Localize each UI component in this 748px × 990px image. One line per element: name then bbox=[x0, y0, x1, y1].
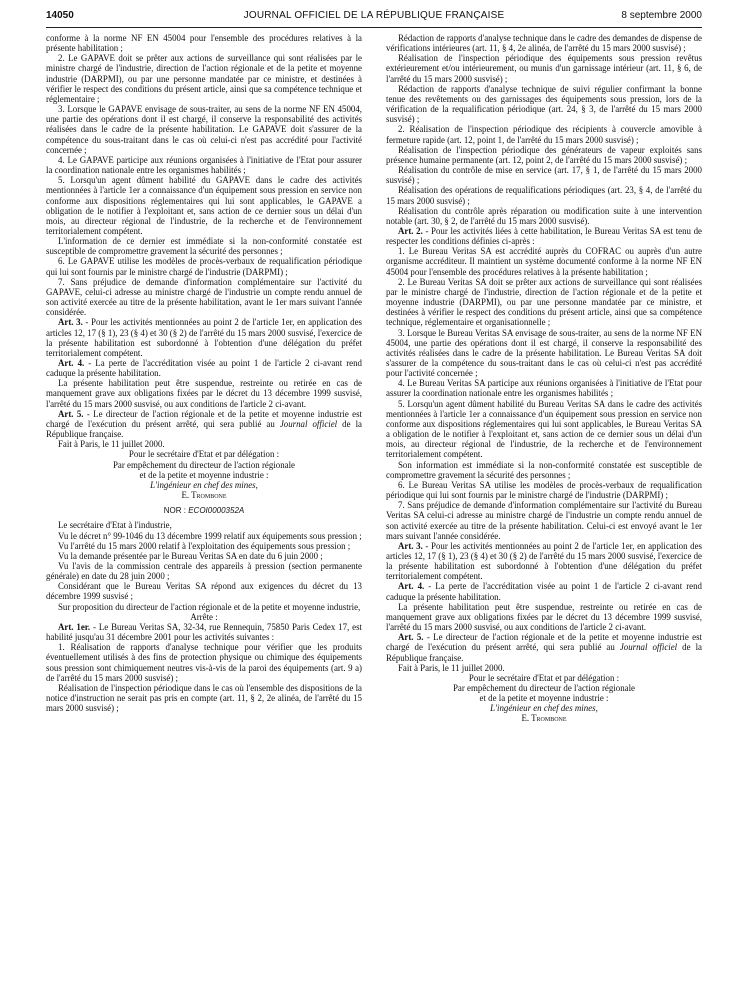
visa: Vu l'arrêté du 15 mars 2000 relatif à l'exploitation des équipements sous pression ; bbox=[58, 540, 351, 551]
paragraph: 4. Le Bureau Veritas SA participe aux réunions organisées à l'initiative de l'Etat pour assurer la coordination nationale entre les organismes habilités ; bbox=[386, 378, 702, 399]
article-text: - La perte de l'accréditation visée au point 1 de l'article 2 ci-avant rend caduque la présente habilitation. bbox=[386, 581, 702, 602]
paragraph: 7. Sans préjudice de demande d'information complémentaire sur l'activité du Bureau Veritas SA celui-ci adresse au ministre chargé de l'industrie un compte rendu annuel de son activité exercée au titre de la présente habilitation. Celui-ci est envoyé avant le 1er mars suivant l'année considérée. bbox=[386, 500, 702, 541]
paragraph: 3. Lorsque le GAPAVE envisage de sous-traiter, au sens de la norme NF EN 45004, une partie des opérations dont il est chargé, il conserve la responsabilité des activités réalisées dans le cadre de la présente habilitation. Le GAPAVE doit s'assurer de la compétence du sous-traitant dans le cas où celui-ci n'est pas accrédité pour l'activité concernée ; bbox=[46, 104, 362, 155]
signatory-name: E. Trombone bbox=[521, 713, 567, 724]
paragraph: Réalisation de l'inspection périodique dans le cas où l'ensemble des dispositions de la notice d'instruction ne serait pas pris en compte (art. 11, § 2, 2e alinéa, de l'arrêté du 15 mars 2000 susvisé) ; bbox=[46, 682, 362, 714]
signature-line: et de la petite et moyenne industrie : bbox=[139, 469, 269, 480]
article-label: Art. 5. bbox=[58, 408, 84, 419]
paragraph: Réalisation des opérations de requalifications périodiques (art. 23, § 4, de l'arrêté du 15 mars 2000 susvisé) ; bbox=[386, 185, 702, 206]
nor-reference bbox=[46, 506, 362, 516]
paragraph: 6. Le GAPAVE utilise les modèles de procès-verbaux de requalification périodique qui lui sont fournis par le ministre chargé de l'industrie (DARPMI) ; bbox=[46, 256, 362, 277]
paragraph: 2. Le Bureau Veritas SA doit se prêter aux actions de surveillance qui sont réalisées par le ministre chargé de l'industrie, direction de l'action régionale et de la petite et moyenne industrie (DARPMI), ou par une personne mandatée par ce ministre, et destinées à vérifier le respect des conditions du présent article, ainsi que sa compétence technique, réglementaire et organisationnelle ; bbox=[386, 276, 702, 328]
article-text: de la République française. bbox=[386, 642, 702, 663]
right-column bbox=[386, 33, 702, 724]
paragraph: Son information est immédiate si la non-conformité constatée est susceptible de compromettre gravement la sécurité des personnes ; bbox=[386, 459, 702, 480]
paragraph: L'information de ce dernier est immédiate si la non-conformité constatée est susceptible de compromettre gravement la sécurité des personnes ; bbox=[46, 236, 362, 257]
journal-name: Journal officiel bbox=[619, 642, 678, 653]
paragraph: 5. Lorsqu'un agent dûment habilité du Bureau Veritas SA dans le cadre des activités mentionnées à l'article 1er a connaissance d'un équipement sous pression en service non conforme aux dispositions réglementaires qui lui sont applicables, le Bureau Veritas SA a obligation de le notifier à l'exploitant et, sans action de ce dernier sous un délai d'un mois, au directeur régional de l'industrie, de la recherche et de l'environnement territorialement compétent. bbox=[386, 398, 702, 460]
paragraph: Rédaction de rapports d'analyse technique dans le cadre des demandes de dispense de vérifications intérieures (art. 11, § 4, 2e alinéa, de l'arrêté du 15 mars 2000 susvisé) ; bbox=[386, 33, 702, 54]
visa: Vu le décret n° 99-1046 du 13 décembre 1999 relatif aux équipements sous pression ; bbox=[58, 530, 362, 541]
article-text: - La perte de l'accréditation visée au point 1 de l'article 2 ci-avant rend caduque la présente habilitation. bbox=[46, 358, 362, 379]
article-text: - Pour les activités mentionnées au point 2 de l'article 1er, en application des articles 12, 17 (§ 1), 23 (§ 4) et 30 (§ 2) de l'arrêté du 15 mars 2000 susvisé, l'exercice de la présente habilitation est subordonné à l'obtention d'une délégation du préfet territorialement compétent. bbox=[46, 317, 363, 358]
article-5 bbox=[46, 409, 362, 439]
paragraph: 5. Lorsqu'un agent dûment habilité du GAPAVE dans le cadre des activités mentionnées à l'article 1er a connaissance d'un équipement sous pression en service non conforme aux dispositions réglementaires qui lui sont applicables, le GAPAVE a obligation de le notifier à l'exploitant et, sans action de ce dernier sous un délai d'un mois, au directeur régional de l'industrie, de la recherche et de l'environnement territorialement compétent. bbox=[46, 175, 362, 236]
article-text: - Le directeur de l'action régionale et de la petite et moyenne industrie est chargé de l'exécution du présent arrêté, qui sera publié au bbox=[46, 408, 363, 429]
signature-block bbox=[46, 449, 362, 500]
signature-title: L'ingénieur en chef des mines, bbox=[150, 479, 258, 490]
paragraph: 3. Lorsque le Bureau Veritas SA envisage de sous-traiter, au sens de la norme NF EN 45004, une partie des opérations dont il est chargé, il conserve la responsabilité des activités réalisées dans le cadre de la présente habilitation. Le Bureau Veritas SA doit s'assurer de la compétence du sous-traitant dans le cas où celui-ci n'est pas accrédité pour l'activité concernée ; bbox=[386, 327, 702, 379]
paragraph: 6. Le Bureau Veritas SA utilise les modèles de procès-verbaux de requalification périodique qui lui sont fournis par le ministre chargé de l'industrie (DARPMI) ; bbox=[386, 479, 702, 501]
signing-place-date: Fait à Paris, le 11 juillet 2000. bbox=[398, 662, 505, 673]
paragraph: 1. Réalisation de rapports d'analyse technique pour vérifier que les produits éventuellement utilisés à des fins de protection physique ou chimique des équipements sous pression sont chimiquement neutres vis-à-vis de la paroi des équipements (art. 9 a) de l'arrêté du 15 mars 2000 susvisé) ; bbox=[46, 642, 362, 683]
paragraph: 7. Sans préjudice de demande d'information complémentaire sur l'activité du GAPAVE, celui-ci adresse au ministre chargé de l'industrie un compte rendu annuel de son activité exercée au titre de la présente habilitation, avant le 1er mars suivant l'année considérée. bbox=[46, 276, 362, 318]
nor-code: ECOI0000352A bbox=[188, 506, 245, 516]
article-text: - Pour les activités mentionnées au point 2 de l'article 1er, en application des articles 12, 17 (§ 1), 23 (§ 4) et 30 (§ 2) de l'arrêté du 15 mars 2000 susvisé, l'exercice de la présente habilitation est subordonné à l'obtention d'une délégation du préfet territorialement compétent. bbox=[386, 540, 703, 582]
signing-place-date: Fait à Paris, le 11 juillet 2000. bbox=[58, 439, 165, 450]
signature-line: Par empêchement du directeur de l'action régionale bbox=[453, 683, 635, 693]
signature-line: Pour le secrétaire d'Etat et par délégation : bbox=[128, 449, 280, 460]
paragraph: 2. Le GAPAVE doit se prêter aux actions de surveillance qui sont réalisées par le ministre chargé de l'industrie, direction de l'action régionale et de la petite et moyenne industrie (DARPMI), ou par une personne mandatée par ce ministre, et destinées à vérifier le respect des conditions du présent article, ainsi que sa compétence technique et réglementaire ; bbox=[46, 53, 362, 104]
article-4 bbox=[46, 358, 362, 378]
paragraph: La présente habilitation peut être suspendue, restreinte ou retirée en cas de manquement grave aux obligations fixées par le décret du 13 décembre 1999 susvisé, l'arrêté du 15 mars 2000 susvisé, ou aux conditions de l'article 2 ci-avant. bbox=[46, 378, 362, 409]
article-text: - Le Bureau Veritas SA, 32-34, rue Rennequin, 75850 Paris Cedex 17, est habilité jusqu'au 31 décembre 2001 pour les activités suivantes : bbox=[46, 621, 362, 643]
article-4 bbox=[386, 581, 702, 601]
paragraph: Réalisation de l'inspection périodique des générateurs de vapeur exploités sans présence humaine permanente (art. 12, point 2, de l'arrêté du 15 mars 2000 susvisé) ; bbox=[386, 144, 702, 165]
paragraph: 4. Le GAPAVE participe aux réunions organisées à l'initiative de l'Etat pour assurer la coordination nationale entre les organismes habilités ; bbox=[46, 154, 362, 176]
paragraph: Réalisation de l'inspection périodique des équipements sous pression revêtus extérieurement et/ou intérieurement, ou munis d'un garnissage intérieur (art. 11, § 6, de l'arrêté du 15 mars 2000 susvisé) ; bbox=[386, 53, 702, 84]
paragraph: Rédaction de rapports d'analyse technique de suivi régulier confirmant la bonne tenue des revêtements ou des garnissages des équipements sous pression, lors de la vérification de la requalification périodique (art. 24, § 3, de l'arrêté du 15 mars 2000 susvisé) ; bbox=[386, 83, 702, 125]
paragraph: Réalisation du contrôle après réparation ou modification suite à une intervention notable (art. 30, § 2, de l'arrêté du 15 mars 2000 susvisé). bbox=[386, 205, 702, 226]
visa: Sur proposition du directeur de l'action régionale et de la petite et moyenne industrie, bbox=[58, 601, 361, 612]
article-3 bbox=[386, 541, 702, 582]
journal-title: JOURNAL OFFICIEL DE LA RÉPUBLIQUE FRANÇAISE bbox=[243, 10, 505, 21]
paragraph: 2. Réalisation de l'inspection périodique des récipients à couvercle amovible à fermeture rapide (art. 12, point 1, de l'arrêté du 15 mars 2000 susvisé) ; bbox=[386, 124, 702, 145]
issue-date: 8 septembre 2000 bbox=[621, 10, 702, 21]
article-2 bbox=[386, 226, 702, 246]
signature-title: L'ingénieur en chef des mines, bbox=[490, 703, 598, 714]
paragraph: Réalisation du contrôle de mise en service (art. 17, § 1, de l'arrêté du 15 mars 2000 susvisé) ; bbox=[386, 165, 702, 186]
header-rule bbox=[46, 27, 702, 28]
paragraph: 1. Le Bureau Veritas SA est accrédité auprès du COFRAC ou auprès d'un autre organisme accréditeur. Il maintient un système documenté conforme à la norme NF EN 45004 pour l'ensemble des procédures relatives à la présente habilitation ; bbox=[386, 246, 702, 277]
article-1 bbox=[46, 622, 362, 642]
arrete-heading: Arrête : bbox=[190, 611, 218, 622]
article-label: Art. 5. bbox=[398, 632, 424, 643]
paragraph: La présente habilitation peut être suspendue, restreinte ou retirée en cas de manquement grave aux obligations fixées par le décret du 13 décembre 1999 susvisé, l'arrêté du 15 mars 2000 susvisé, ou aux conditions de l'article 2 ci-avant. bbox=[386, 601, 702, 633]
article-5 bbox=[386, 632, 702, 662]
article-text: de la République française. bbox=[46, 418, 362, 440]
visa: Vu l'avis de la commission centrale des appareils à pression (section permanente générale) en date du 28 juin 2000 ; bbox=[46, 560, 362, 582]
signature-block bbox=[386, 673, 702, 724]
article-label: Art. 3. bbox=[398, 540, 423, 551]
paragraph: Le secrétaire d'Etat à l'industrie, bbox=[58, 520, 172, 531]
running-header bbox=[46, 10, 702, 26]
visa: Vu la demande présentée par le Bureau Veritas SA en date du 6 juin 2000 ; bbox=[58, 550, 323, 561]
article-3 bbox=[46, 317, 362, 358]
article-label: Art. 2. bbox=[398, 225, 423, 236]
signature-line: Pour le secrétaire d'Etat et par délégation : bbox=[468, 672, 620, 683]
signature-line: Par empêchement du directeur de l'action régionale bbox=[113, 459, 295, 470]
signatory-name: E. Trombone bbox=[181, 490, 227, 501]
left-column bbox=[46, 33, 362, 713]
journal-name: Journal officiel bbox=[279, 418, 338, 429]
page-number: 14050 bbox=[46, 10, 74, 21]
article-text: - Pour les activités liées à cette habilitation, le Bureau Veritas SA est tenu de respecter les conditions définies ci-après : bbox=[386, 225, 702, 247]
article-label: Art. 4. bbox=[398, 581, 425, 592]
signature-line: et de la petite et moyenne industrie : bbox=[479, 693, 609, 704]
paragraph: conforme à la norme NF EN 45004 pour l'ensemble des procédures relatives à la présente habilitation ; bbox=[46, 33, 362, 54]
article-label: Art. 4. bbox=[58, 358, 85, 368]
article-text: - Le directeur de l'action régionale et de la petite et moyenne industrie est chargé de l'exécution du présent arrêté, qui sera publié au bbox=[386, 632, 703, 653]
article-label: Art. 1er. bbox=[58, 621, 91, 632]
nor-label: NOR : bbox=[163, 506, 189, 516]
visa: Considérant que le Bureau Veritas SA répond aux exigences du décret du 13 décembre 1999 susvisé ; bbox=[46, 581, 362, 602]
article-label: Art. 3. bbox=[58, 317, 83, 328]
